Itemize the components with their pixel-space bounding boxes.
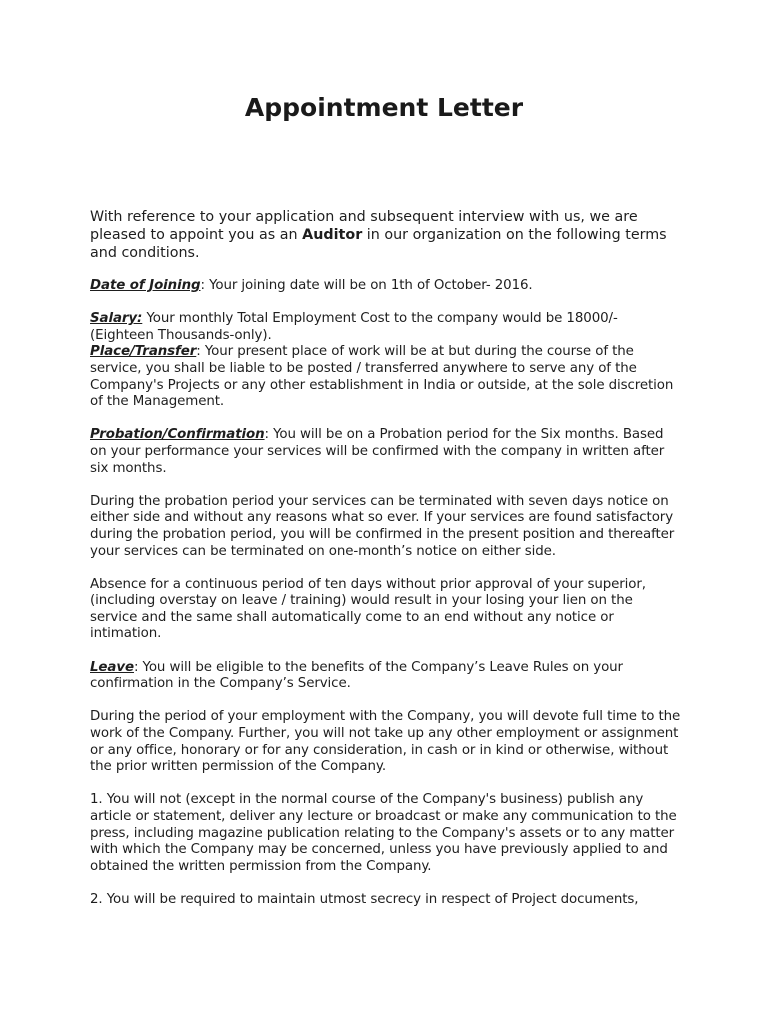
date-of-joining-label: Date of Joining bbox=[90, 278, 201, 293]
probation-label: Probation/Confirmation bbox=[90, 427, 265, 443]
place-transfer-label: Place/Transfer bbox=[90, 344, 197, 360]
letter-body bbox=[90, 208, 682, 925]
probation-paragraph bbox=[90, 427, 682, 477]
leave-paragraph bbox=[90, 660, 682, 693]
position-title: Auditor bbox=[302, 227, 363, 243]
probation-termination-paragraph: During the probation period your services can be terminated with seven days notice on either side and without any reasons what so ever. If your services are found satisfactory during the probation period, you will be confirmed in the present position and thereafter your services can be terminated on one-month’s notice on either side. bbox=[90, 493, 675, 559]
employment-devotion-paragraph: During the period of your employment with the Company, you will devote full time to the work of the Company. Further, you will not take up any other employment or assignment or any office, honorary or for any consideration, in cash or in kind or otherwise, without the prior written permission of the Company. bbox=[90, 709, 681, 775]
clause-1-paragraph: 1. You will not (except in the normal course of the Company's business) publish any article or statement, deliver any lecture or broadcast or make any communication to the press, including magazine publication relating to the Company's assets or to any matter with which the Company may be concerned, unless you have previously applied to and obtained the written permission from the Company. bbox=[90, 792, 677, 874]
intro-paragraph bbox=[90, 208, 682, 262]
place-transfer-text: : Your present place of work will be at but during the course of the service, you shall be liable to be posted / transferred anywhere to serve any of the Company's Projects or any other establishment in India or outside, at the sole discretion of the Management. bbox=[90, 344, 674, 410]
salary-label: Salary: bbox=[90, 311, 143, 327]
place-transfer-paragraph bbox=[90, 344, 682, 410]
probation-text: : You will be on a Probation period for the Six months. Based on your performance your services will be confirmed with the company in written after six months. bbox=[90, 427, 665, 476]
intro-after: in our organization on the following terms and conditions. bbox=[90, 227, 667, 261]
salary-paragraph bbox=[90, 311, 682, 344]
intro-before: With reference to your application and subsequent interview with us, we are pleased to appoint you as an bbox=[90, 209, 638, 243]
leave-text: : You will be eligible to the benefits of the Company’s Leave Rules on your confirmation in the Company’s Service. bbox=[90, 659, 623, 692]
salary-text: Your monthly Total Employment Cost to the company would be 18000/- (Eighteen Thousands-only). bbox=[90, 311, 618, 343]
date-of-joining-paragraph bbox=[90, 278, 682, 295]
date-of-joining-text: : Your joining date will be on 1th of October- 2016. bbox=[200, 278, 533, 293]
leave-label: Leave bbox=[90, 659, 134, 675]
clause-2-paragraph: 2. You will be required to maintain utmost secrecy in respect of Project documents, bbox=[90, 891, 639, 907]
document-title: Appointment Letter bbox=[244, 93, 524, 122]
absence-paragraph: Absence for a continuous period of ten days without prior approval of your superior, (including overstay on leave / training) would result in your losing your lien on the service and the same shall automatically come to an end without any notice or intimation. bbox=[90, 576, 646, 642]
